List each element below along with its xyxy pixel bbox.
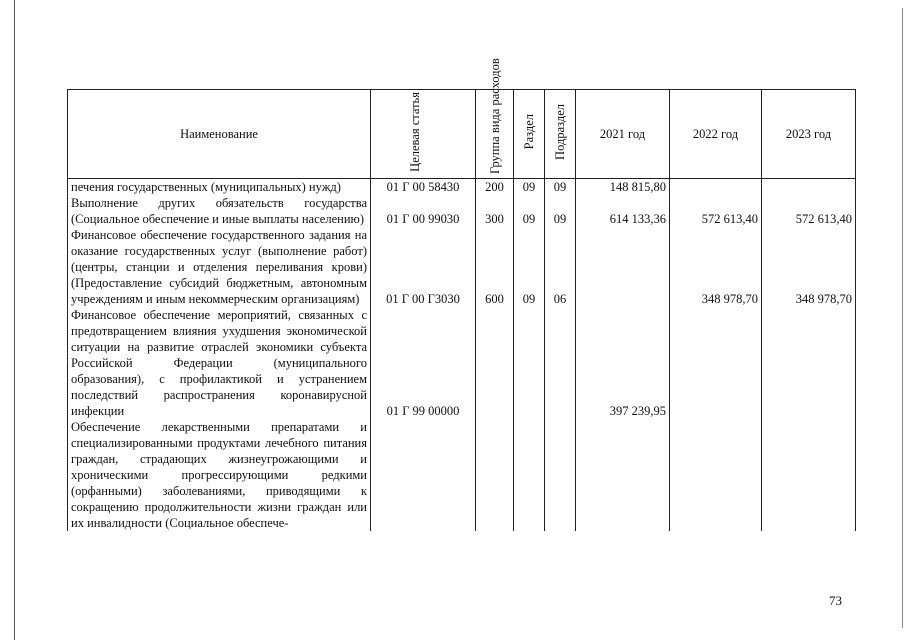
page-number: 73 — [829, 593, 842, 608]
row-name: Финансовое обеспечение мероприятий, связанных с предотвращением влияния ухудшения экономической ситуации на развитие отраслей экономики субъекта Российской Федерации (муниципального образования), с профилактикой и устранением последствий распространения коронавирусной инфекции — [68, 307, 371, 419]
table-row — [68, 419, 856, 531]
row-2022 — [670, 419, 762, 531]
scan-right-border — [902, 8, 903, 628]
row-target: 01 Г 00 58430 — [371, 179, 476, 196]
row-2021 — [576, 227, 670, 307]
row-subsection: 09 — [545, 179, 576, 196]
table-row — [68, 307, 856, 419]
header-section: Раздел — [514, 90, 545, 179]
row-section — [514, 419, 545, 531]
row-name: Выполнение других обязательств государства (Социальное обеспечение и иные выплаты населению) — [68, 195, 371, 227]
row-2021: 148 815,80 — [576, 179, 670, 196]
row-section: 09 — [514, 179, 545, 196]
header-expense-group: Группа вида расходов — [476, 90, 514, 179]
row-2023 — [762, 307, 856, 419]
row-group: 300 — [476, 195, 514, 227]
row-name: Финансовое обеспечение государственного задания на оказание государственных услуг (выполнение работ) (центры, станции и отделения переливания крови) (Предоставление субсидий бюджетным, автономным учреждениям и иным некоммерческим организациям) — [68, 227, 371, 307]
row-subsection — [545, 307, 576, 419]
header-2023: 2023 год — [762, 90, 856, 179]
row-2023 — [762, 179, 856, 196]
row-2021: 397 239,95 — [576, 307, 670, 419]
header-2021: 2021 год — [576, 90, 670, 179]
row-section: 09 — [514, 227, 545, 307]
header-target: Целевая статья — [371, 90, 476, 179]
row-section: 09 — [514, 195, 545, 227]
row-group: 600 — [476, 227, 514, 307]
table-row — [68, 195, 856, 227]
table-row — [68, 179, 856, 196]
header-name: Наименование — [68, 90, 371, 179]
row-section — [514, 307, 545, 419]
row-subsection: 09 — [545, 195, 576, 227]
row-2023: 572 613,40 — [762, 195, 856, 227]
row-target: 01 Г 00 Г3030 — [371, 227, 476, 307]
header-row — [68, 90, 856, 179]
budget-table — [67, 58, 856, 531]
row-2022 — [670, 307, 762, 419]
row-2022: 572 613,40 — [670, 195, 762, 227]
row-group — [476, 419, 514, 531]
row-2021: 614 133,36 — [576, 195, 670, 227]
row-group: 200 — [476, 179, 514, 196]
row-name: Обеспечение лекарственными препаратами и специализированными продуктами лечебного питания граждан, страдающих жизнеугрожающими и хроническими прогрессирующими редкими (орфанными) заболеваниями, приводящими к сокращению продолжительности жизни граждан или их инвалидности (Социальное обеспече- — [68, 419, 371, 531]
row-subsection: 06 — [545, 227, 576, 307]
header-subsection: Подраздел — [545, 90, 576, 179]
row-2021 — [576, 419, 670, 531]
row-subsection — [545, 419, 576, 531]
row-target: 01 Г 00 99030 — [371, 195, 476, 227]
row-name: печения государственных (муниципальных) нужд) — [68, 179, 371, 196]
row-target: 01 Г 99 00000 — [371, 307, 476, 419]
header-2022: 2022 год — [670, 90, 762, 179]
row-2022: 348 978,70 — [670, 227, 762, 307]
row-2023 — [762, 419, 856, 531]
row-target — [371, 419, 476, 531]
scan-left-border — [14, 0, 15, 640]
row-2022 — [670, 179, 762, 196]
row-group — [476, 307, 514, 419]
row-2023: 348 978,70 — [762, 227, 856, 307]
table-row — [68, 227, 856, 307]
